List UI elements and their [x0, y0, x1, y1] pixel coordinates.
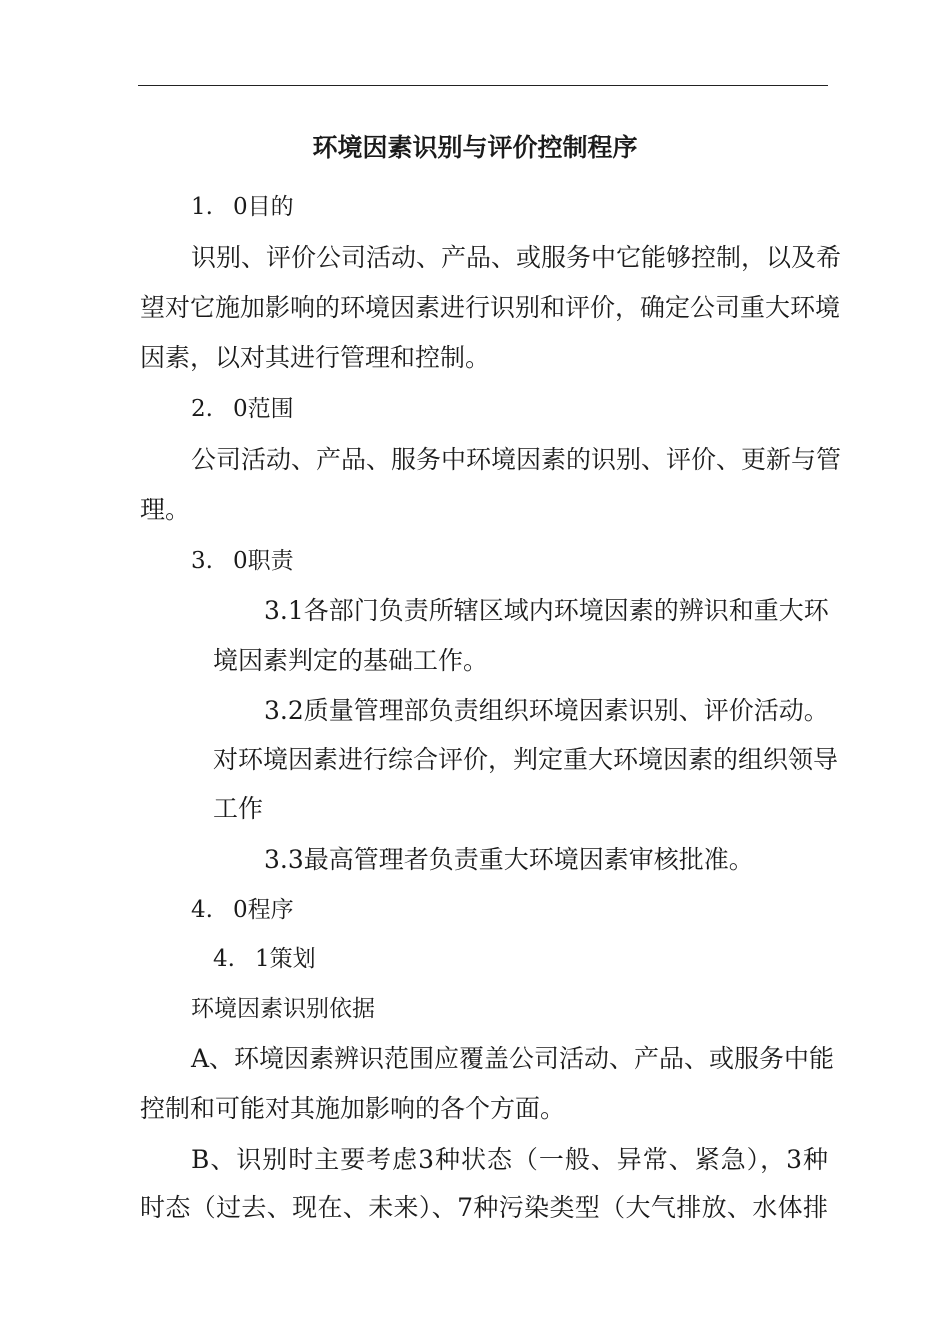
subsection-4-1-number: 4.	[213, 946, 235, 972]
item-b-line-2: 时态（过去、现在、未来）、7种污染类型（大气排放、水体排	[140, 1193, 828, 1222]
section-1-heading	[191, 192, 294, 222]
document-title: 环境因素识别与评价控制程序	[312, 133, 638, 162]
section-1-line-3: 因素，以对其进行管理和控制。	[140, 343, 491, 372]
section-1-line-2: 望对它施加影响的环境因素进行识别和评价，确定公司重大环境	[140, 293, 841, 322]
section-4-heading	[191, 895, 294, 925]
section-4-number: 4.	[191, 897, 213, 923]
item-3-2-line-1: 3.2质量管理部负责组织环境因素识别、评价活动。	[264, 696, 829, 725]
section-3-heading	[191, 546, 294, 576]
section-2-line-2: 理。	[140, 495, 191, 524]
subsection-4-1-title: 1策划	[254, 946, 316, 972]
item-b-line-1: B、识别时主要考虑3种状态（一般、异常、紧急），3种	[191, 1145, 828, 1174]
header-rule	[138, 85, 828, 86]
item-a-line-1: A、环境因素辨识范围应覆盖公司活动、产品、或服务中能	[191, 1044, 835, 1073]
item-3-1-line-2: 境因素判定的基础工作。	[213, 646, 489, 675]
item-3-2-line-2: 对环境因素进行综合评价，判定重大环境因素的组织领导	[213, 745, 839, 774]
section-2-title: 0范围	[232, 396, 294, 422]
identification-basis-label: 环境因素识别依据	[191, 996, 375, 1022]
section-2-number: 2.	[191, 396, 213, 422]
item-3-1-line-1: 3.1各部门负责所辖区域内环境因素的辨识和重大环	[264, 596, 829, 625]
section-2-heading	[191, 394, 294, 424]
item-a-line-2: 控制和可能对其施加影响的各个方面。	[140, 1094, 566, 1123]
item-3-2-line-3: 工作	[213, 794, 264, 823]
section-4-title: 0程序	[232, 897, 294, 923]
section-3-title: 0职责	[232, 548, 294, 574]
item-3-3-line-1: 3.3最高管理者负责重大环境因素审核批准。	[264, 845, 754, 874]
section-2-line-1: 公司活动、产品、服务中环境因素的识别、评价、更新与管	[191, 445, 842, 474]
section-1-title: 0目的	[232, 194, 294, 220]
section-3-number: 3.	[191, 548, 213, 574]
subsection-4-1-heading	[213, 944, 316, 974]
section-1-line-1: 识别、评价公司活动、产品、或服务中它能够控制，以及希	[191, 243, 842, 272]
section-1-number: 1.	[191, 194, 213, 220]
